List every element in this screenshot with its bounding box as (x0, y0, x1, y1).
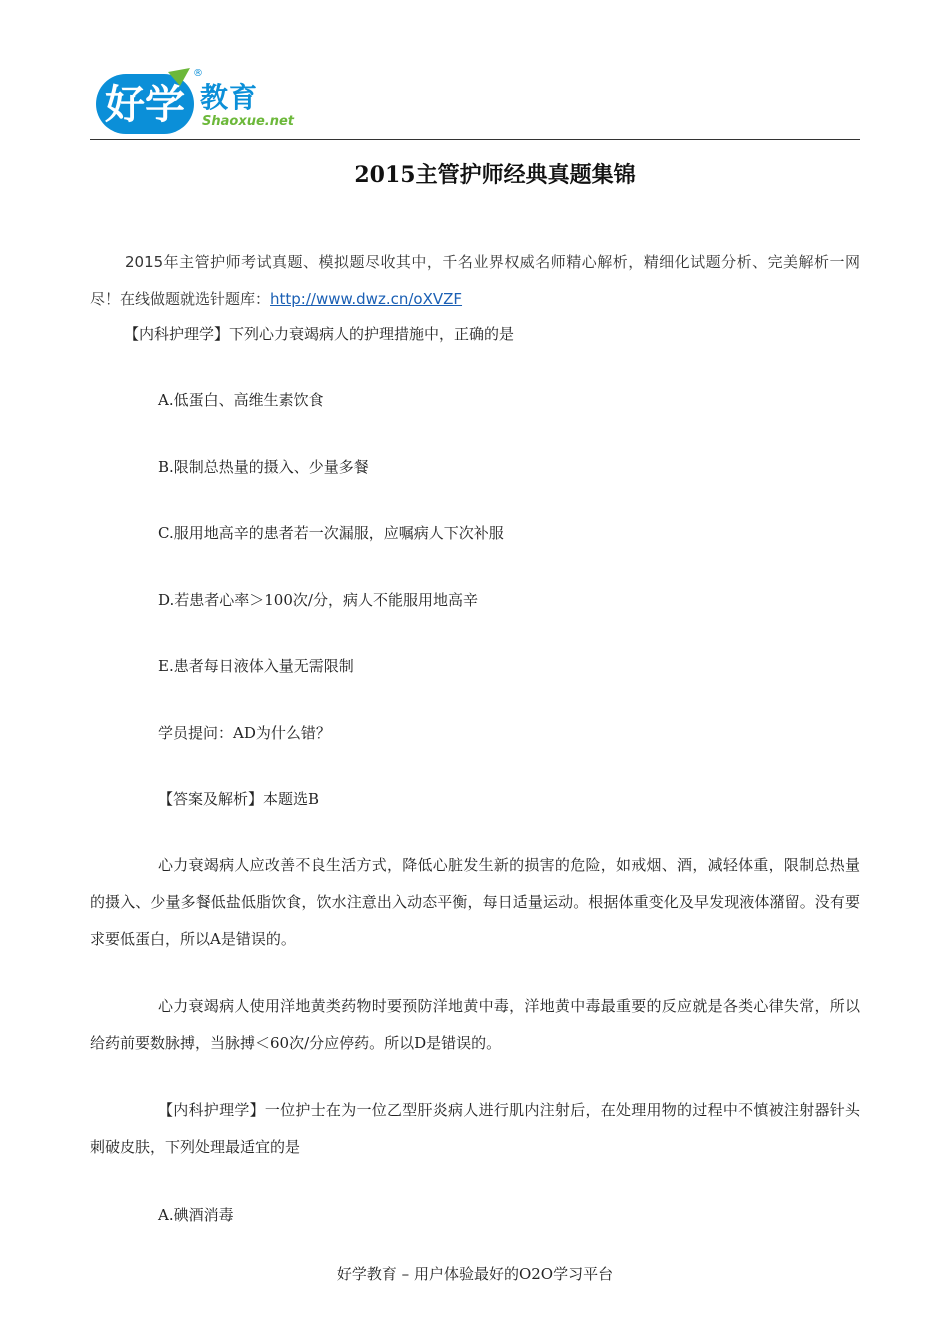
intro-paragraph (90, 244, 860, 318)
logo-subtitle: Shaoxue.net (202, 114, 295, 129)
explanation-paragraph-2: 心力衰竭病人使用洋地黄类药物时要预防洋地黄中毒，洋地黄中毒最重要的反应就是各类心律失常，所以给药前要数脉搏，当脉搏＜60次/分应停药。所以D是错误的。 (90, 997, 860, 1052)
intro-text: 2015年主管护师考试真题、模拟题尽收其中，千名业界权威名师精心解析，精细化试题分析、完美解析一网尽！在线做题就选针题库： (90, 253, 860, 308)
question-bank-link[interactable]: http://www.dwz.cn/oXVZF (270, 290, 463, 308)
registered-mark: ® (193, 68, 203, 79)
question-1-stem: 【内科护理学】下列心力衰竭病人的护理措施中，正确的是 (124, 325, 515, 343)
question-2-option-a: A.碘酒消毒 (158, 1206, 234, 1224)
page-footer: 好学教育 – 用户体验最好的O2O学习平台 (336, 1265, 614, 1283)
question-1-option-b: B.限制总热量的摄入、少量多餐 (158, 458, 369, 476)
page-title: 2015主管护师经典真题集锦 (354, 162, 636, 188)
logo (90, 66, 295, 138)
explanation-paragraph-1: 心力衰竭病人应改善不良生活方式，降低心脏发生新的损害的危险，如戒烟、酒，减轻体重，限制总热量的摄入、少量多餐低盐低脂饮食，饮水注意出入动态平衡，每日适量运动。根据体重变化及早发现液体潴留。没有要求要低蛋白，所以A是错误的。 (90, 856, 860, 948)
header-divider (90, 139, 860, 140)
logo-mark-icon (90, 66, 200, 138)
logo-word: 教育 (200, 81, 259, 114)
question-2-stem: 【内科护理学】一位护士在为一位乙型肝炎病人进行肌内注射后，在处理用物的过程中不慎被注射器针头刺破皮肤，下列处理最适宜的是 (90, 1101, 860, 1156)
student-question: 学员提问：AD为什么错？ (158, 724, 331, 742)
answer-heading: 【答案及解析】本题选B (158, 790, 320, 808)
logo-mark-text: 好学 (105, 82, 185, 128)
question-1-option-c: C.服用地高辛的患者若一次漏服，应嘱病人下次补服 (158, 524, 504, 542)
question-1-option-d: D.若患者心率＞100次/分，病人不能服用地高辛 (158, 591, 478, 609)
question-1-option-e: E.患者每日液体入量无需限制 (158, 657, 354, 675)
question-1-option-a: A.低蛋白、高维生素饮食 (158, 391, 324, 409)
